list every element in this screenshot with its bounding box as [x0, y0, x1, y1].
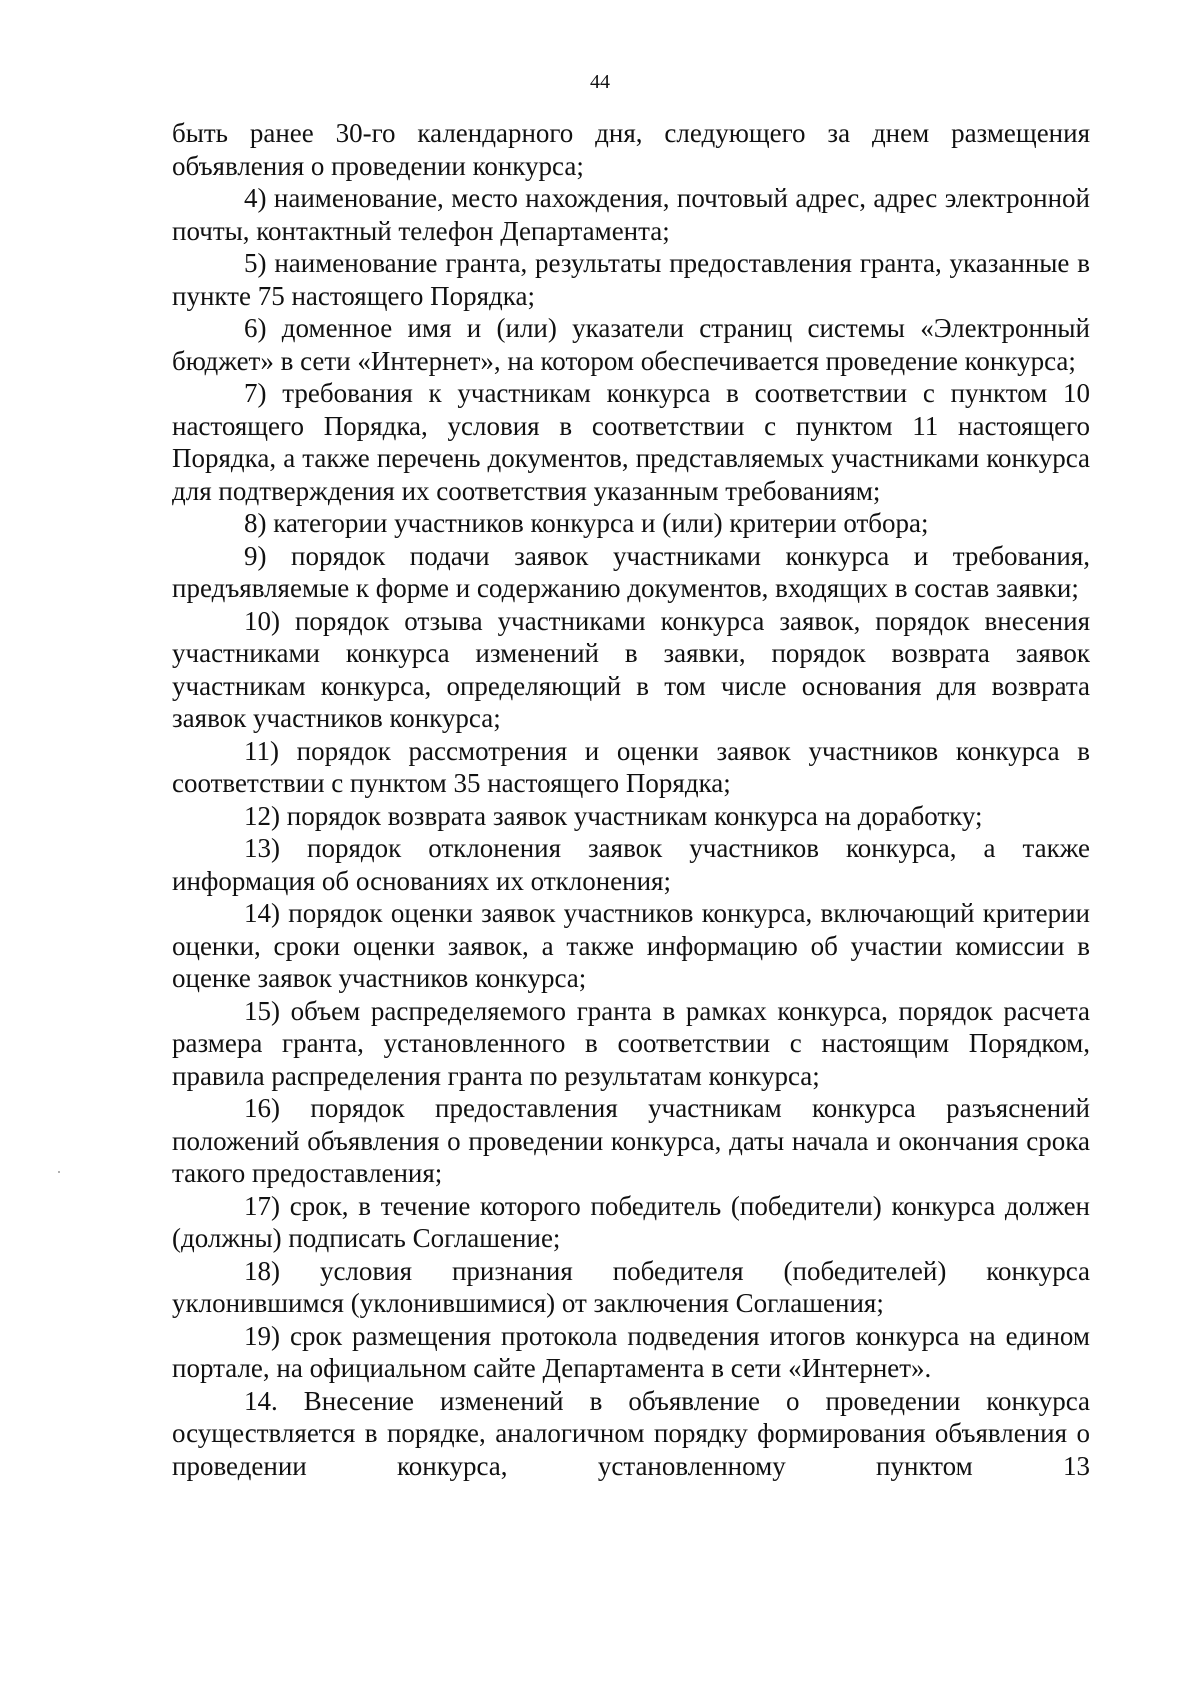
paragraph-continuation: быть ранее 30-го календарного дня, следующего за днем размещения объявления о проведении конкурса; — [172, 118, 1090, 181]
list-item-8: 8) категории участников конкурса и (или) критерии отбора; — [244, 508, 929, 538]
list-item-11: 11) порядок рассмотрения и оценки заявок участников конкурса в соответствии с пунктом 35 настоящего Порядка; — [172, 735, 1090, 798]
list-item-16: 16) порядок предоставления участникам конкурса разъяснений положений объявления о проведении конкурса, даты начала и окончания срока такого предоставления; — [172, 1093, 1090, 1188]
list-item-12: 12) порядок возврата заявок участникам конкурса на доработку; — [244, 800, 983, 831]
list-item-14: 14) порядок оценки заявок участников конкурса, включающий критерии оценки, сроки оценки заявок, а также информацию об участии комиссии в оценке заявок участников конкурса; — [172, 898, 1090, 993]
list-item-4: 4) наименование, место нахождения, почтовый адрес, адрес электронной почты, контактный телефон Департамента; — [172, 183, 1090, 246]
list-item-10: 10) порядок отзыва участниками конкурса заявок, порядок внесения участниками конкурса изменений в заявки, порядок возврата заявок участникам конкурса, определяющий в том числе основания для возврата заявок участников конкурса; — [172, 605, 1090, 733]
scan-speck — [58, 1171, 60, 1173]
list-item-19: 19) срок размещения протокола подведения итогов конкурса на едином портале, на официальном сайте Департамента в сети «Интернет». — [172, 1320, 1090, 1383]
list-item-15: 15) объем распределяемого гранта в рамках конкурса, порядок расчета размера гранта, установленного в соответствии с настоящим Порядком, правила распределения гранта по результатам конкурса; — [172, 995, 1090, 1091]
section-14-paragraph: 14. Внесение изменений в объявление о проведении конкурса осуществляется в порядке, аналогичном порядку формирования объявления о проведении конкурса, установленному пунктом 13 — [172, 1385, 1090, 1481]
list-item-13: 13) порядок отклонения заявок участников конкурса, а также информация об основаниях их отклонения; — [172, 833, 1090, 896]
document-body — [172, 117, 1090, 1482]
page-number: 44 — [590, 71, 610, 93]
list-item-9: 9) порядок подачи заявок участниками конкурса и требования, предъявляемые к форме и содержанию документов, входящих в состав заявки; — [172, 540, 1090, 603]
list-item-5: 5) наименование гранта, результаты предоставления гранта, указанные в пункте 75 настоящего Порядка; — [172, 248, 1090, 311]
list-item-7: 7) требования к участникам конкурса в соответствии с пунктом 10 настоящего Порядка, условия в соответствии с пунктом 11 настоящего Порядка, а также перечень документов, представляемых участниками конкурса для подтверждения их соответствия указанным требованиям; — [172, 378, 1090, 506]
list-item-18: 18) условия признания победителя (победителей) конкурса уклонившимся (уклонившимися) от заключения Соглашения; — [172, 1255, 1090, 1318]
list-item-6: 6) доменное имя и (или) указатели страниц системы «Электронный бюджет» в сети «Интернет», на котором обеспечивается проведение конкурса; — [172, 313, 1090, 376]
list-item-17: 17) срок, в течение которого победитель (победители) конкурса должен (должны) подписать Соглашение; — [172, 1190, 1090, 1253]
